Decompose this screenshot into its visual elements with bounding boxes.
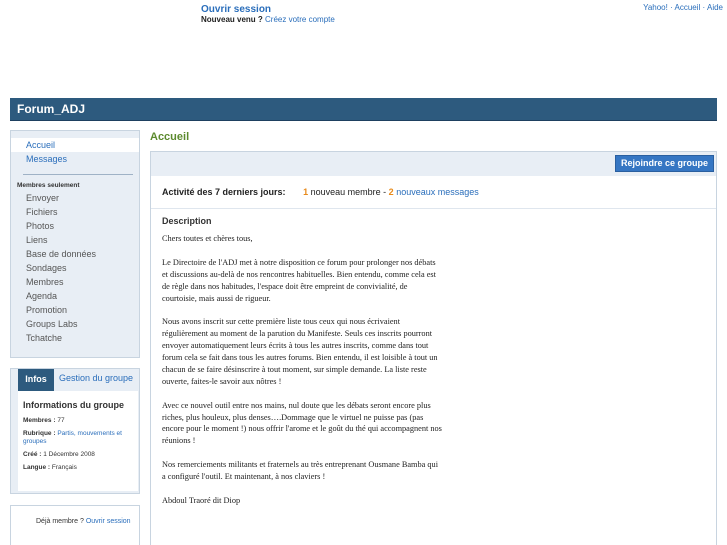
new-messages-count: 2 — [388, 187, 394, 197]
already-member-box — [10, 505, 140, 545]
info-created-row — [23, 451, 133, 459]
category-link[interactable]: Partis, mouvements et groupes — [23, 430, 122, 445]
members-value: 77 — [57, 417, 65, 424]
tab-info[interactable]: Infos — [18, 369, 54, 391]
nav-item-messages[interactable]: Messages — [26, 154, 68, 164]
info-panel — [18, 391, 138, 491]
language-value: Français — [51, 464, 77, 471]
already-member-label: Déjà membre ? — [36, 518, 84, 525]
new-messages-link[interactable]: nouveaux messages — [396, 187, 479, 197]
nav-item-base-de-donnees[interactable]: Base de données — [26, 249, 97, 259]
description-divider — [151, 208, 716, 209]
new-user-label: Nouveau venu ? — [201, 15, 263, 24]
nav-item-fichiers[interactable]: Fichiers — [26, 207, 58, 217]
nav-item-membres[interactable]: Membres — [26, 277, 64, 287]
join-group-button[interactable]: Rejoindre ce groupe — [615, 155, 714, 172]
nav-item-sondages[interactable]: Sondages — [26, 263, 67, 273]
group-info-box — [10, 368, 140, 494]
nav-item-photos[interactable]: Photos — [26, 221, 55, 231]
top-right-links[interactable]: Yahoo! · Accueil · Aide — [643, 3, 723, 12]
description-signature: Abdoul Traoré dit Diop — [162, 495, 241, 505]
top-signin-area — [201, 4, 335, 24]
members-label: Membres : — [23, 417, 56, 424]
info-heading: Informations du groupe — [23, 400, 124, 410]
main-panel — [150, 151, 717, 545]
created-value: 1 Décembre 2008 — [43, 451, 95, 458]
nav-item-liens[interactable]: Liens — [26, 235, 48, 245]
category-label: Rubrique : — [23, 430, 56, 437]
new-members-text: nouveau membre — [310, 187, 381, 197]
group-title[interactable]: Forum_ADJ — [17, 102, 86, 116]
tab-group-management[interactable]: Gestion du groupe — [59, 373, 134, 383]
activity-separator: - — [383, 187, 387, 197]
page-title: Accueil — [150, 131, 190, 143]
nav-item-accueil[interactable]: Accueil — [11, 138, 139, 152]
nav-item-envoyer[interactable]: Envoyer — [26, 193, 60, 203]
nav-item-promotion[interactable]: Promotion — [26, 305, 68, 315]
activity-summary — [162, 187, 479, 197]
nav-item-agenda[interactable]: Agenda — [26, 291, 58, 301]
description-heading: Description — [162, 216, 212, 226]
info-tabs — [11, 369, 139, 391]
description-paragraph: Le Directoire de l'ADJ met à notre disposition ce forum pour prolonger nos débats et discussions au-delà de nos rencontres habituelles. Bien entendu, comme cela est de règle dans nos habitudes, l'espace doit être empreint de convivialité, de courtoisie, mais aussi de rigueur. — [162, 257, 436, 303]
signin-link[interactable]: Ouvrir session — [201, 4, 272, 15]
description-body — [162, 233, 442, 519]
create-account-link[interactable]: Créez votre compte — [265, 15, 335, 24]
main-top-band — [151, 152, 716, 176]
language-label: Langue : — [23, 464, 51, 471]
description-paragraph: Nous avons inscrit sur cette première liste tous ceux qui nous écrivaient régulièrement au moment de la parution du Manifeste. Seuls ces inscrits pourront envoyer automatiquement leurs écrits à tous les autres inscrits, comme dans tout forum cela se fait dans tous les autres forums. Bien entendu, il est loisible à tout un chacun de se faire désinscrire à tout moment, sur simple demande. La liste reste ouverte, faites-le savoir aux nôtres ! — [162, 317, 438, 386]
new-user-line — [201, 15, 335, 24]
description-paragraph: Nos remerciements militants et fraternels au très entreprenant Ousmane Bamba qui a configuré l'outil. Et maintenant, à nos claviers ! — [162, 460, 439, 482]
info-category-row — [23, 430, 133, 446]
created-label: Créé : — [23, 451, 42, 458]
new-members-count: 1 — [303, 187, 309, 197]
info-members-row — [23, 417, 133, 425]
members-only-label: Membres seulement — [17, 182, 80, 189]
already-member-signin-link[interactable]: Ouvrir session — [85, 518, 131, 525]
nav-item-groups-labs[interactable]: Groups Labs — [26, 319, 78, 329]
description-paragraph: Chers toutes et chères tous, — [162, 234, 253, 243]
group-header-bar — [10, 98, 717, 121]
info-language-row — [23, 464, 133, 472]
left-sidebar-nav — [10, 130, 140, 358]
nav-item-tchatche[interactable]: Tchatche — [26, 333, 63, 343]
description-paragraph: Avec ce nouvel outil entre nos mains, nul doute que les débats seront encore plus riches, plus houleux, plus denses….Dommage que le virtuel ne puisse pas (pas encore pour le moment !) nous offrir l'arome et le goût du thé qui accompagnent nos réunions ! — [162, 400, 442, 446]
activity-label: Activité des 7 derniers jours: — [162, 187, 286, 197]
nav-divider — [23, 174, 133, 175]
